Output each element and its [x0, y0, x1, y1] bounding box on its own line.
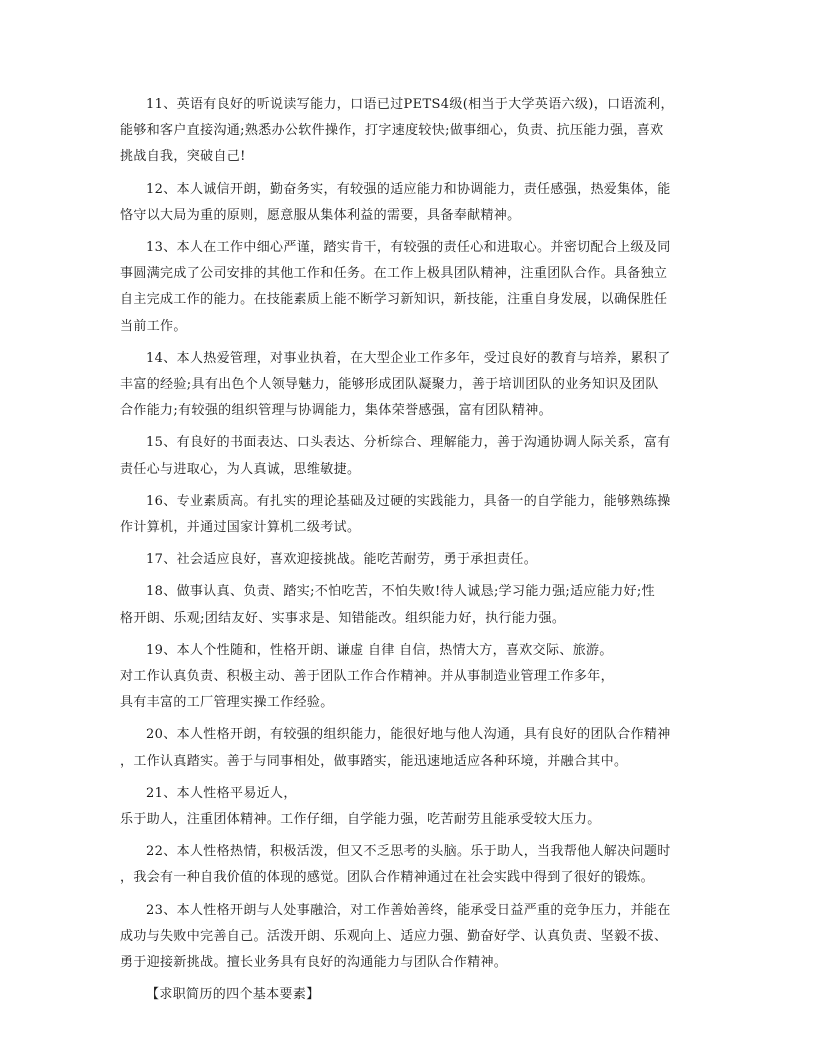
paragraph-line: 事圆满完成了公司安排的其他工作和任务。在工作上极具团队精神，注重团队合作。具备独立 [120, 266, 668, 282]
paragraph-line: 具有丰富的工厂管理实操工作经验。 [120, 695, 334, 711]
paragraph-line: 责任心与进取心，为人真诚，思维敏捷。 [120, 461, 361, 477]
paragraph [120, 579, 696, 631]
paragraph-line: 17、社会适应良好，喜欢迎接挑战。能吃苦耐劳，勇于承担责任。 [146, 552, 538, 568]
paragraph-line: 自主完成工作的能力。在技能素质上能不断学习新知识，新技能，注重自身发展，以确保胜任 [120, 292, 668, 308]
paragraph-line: 14、本人热爱管理，对事业执着，在大型企业工作多年，受过良好的教育与培养，累积了 [146, 350, 671, 366]
paragraph [120, 346, 696, 425]
paragraph-line: 12、本人诚信开朗，勤奋务实，有较强的适应能力和协调能力，责任感强，热爱集体，能 [146, 181, 671, 197]
paragraph-line: 成功与失败中完善自己。活泼开朗、乐观向上、适应力强、勤奋好学、认真负责、坚毅不拔、 [120, 928, 668, 944]
section-heading: 【求职简历的四个基本要素】 [146, 987, 320, 1003]
paragraph-line: 乐于助人，注重团体精神。工作仔细，自学能力强，吃苦耐劳且能承受较大压力。 [120, 812, 601, 828]
paragraph-line: 11、英语有良好的听说读写能力，口语已过PETS4级(相当于大学英语六级)，口语流利， [146, 97, 674, 112]
paragraph-line: 当前工作。 [120, 318, 187, 334]
paragraph-line: ，工作认真踏实。善于与同事相处，做事踏实，能迅速地适应各种环境，并融合其中。 [120, 753, 628, 769]
paragraph-line: 18、做事认真、负责、踏实;不怕吃苦，不怕失败!待人诚恳;学习能力强;适应能力好;性 [146, 584, 655, 600]
paragraph [120, 430, 696, 482]
paragraph [120, 839, 696, 891]
paragraph-line: 15、有良好的书面表达、口头表达、分析综合、理解能力，善于沟通协调人际关系，富有 [146, 435, 671, 451]
paragraph-line: 丰富的经验;具有出色个人领导魅力，能够形成团队凝聚力，善于培训团队的业务知识及团队 [120, 377, 659, 393]
paragraph [120, 92, 696, 171]
paragraph-line: 能够和客户直接沟通;熟悉办公软件操作，打字速度较快;做事细心，负责、抗压能力强，喜欢 [120, 123, 664, 139]
paragraph-line: 23、本人性格开朗与人处事融洽，对工作善始善终，能承受日益严重的竞争压力，并能在 [146, 902, 671, 918]
paragraph-line: 恪守以大局为重的原则，愿意服从集体利益的需要，具备奉献精神。 [120, 207, 521, 223]
paragraph [120, 489, 696, 541]
paragraph-line: 挑战自我，突破自己! [120, 149, 246, 165]
document-page [120, 92, 696, 1008]
paragraph [120, 547, 696, 573]
paragraph [120, 235, 696, 340]
paragraph-line: 22、本人性格热情，积极活泼，但又不乏思考的头脑。乐于助人，当我帮他人解决问题时 [146, 844, 671, 860]
paragraph-line: 16、专业素质高。有扎实的理论基础及过硬的实践能力，具备一的自学能力，能够熟练操 [146, 493, 671, 509]
paragraph-line: 13、本人在工作中细心严谨，踏实肯干，有较强的责任心和进取心。并密切配合上级及同 [146, 240, 671, 256]
paragraph [120, 781, 696, 833]
paragraph-line: 21、本人性格平易近人， [146, 785, 297, 801]
paragraph-list [120, 92, 696, 976]
paragraph-line: 19、本人个性随和，性格开朗、谦虚 自律 自信，热情大方，喜欢交际、旅游。 [146, 642, 613, 658]
paragraph [120, 638, 696, 717]
paragraph-line: 勇于迎接新挑战。擅长业务具有良好的沟通能力与团队合作精神。 [120, 955, 508, 971]
paragraph-line: 20、本人性格开朗，有较强的组织能力，能很好地与他人沟通，具有良好的团队合作精神 [146, 727, 671, 743]
paragraph [120, 898, 696, 977]
paragraph-line: ，我会有一种自我价值的体现的感觉。团队合作精神通过在社会实践中得到了很好的锻炼。 [120, 870, 655, 886]
paragraph-line: 合作能力;有较强的组织管理与协调能力，集体荣誉感强，富有团队精神。 [120, 403, 552, 419]
paragraph [120, 722, 696, 774]
paragraph-line: 作计算机，并通过国家计算机二级考试。 [120, 520, 361, 536]
paragraph [120, 177, 696, 229]
paragraph-line: 格开朗、乐观;团结友好、实事求是、知错能改。组织能力好，执行能力强。 [120, 610, 566, 626]
paragraph-line: 对工作认真负责、积极主动、善于团队工作合作精神。并从事制造业管理工作多年， [120, 669, 614, 685]
